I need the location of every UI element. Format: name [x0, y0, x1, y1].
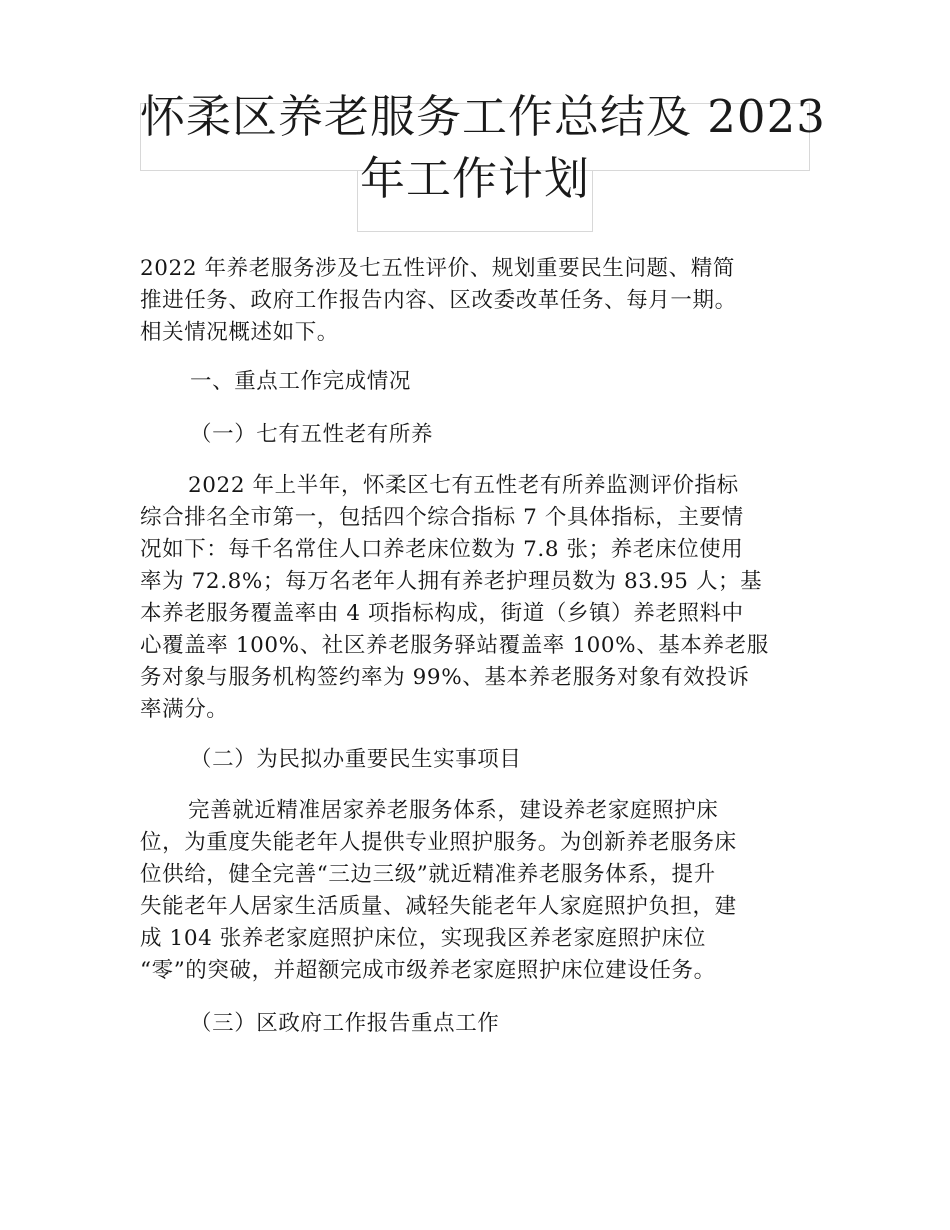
- subsection-heading-text: （三）区政府工作报告重点工作: [190, 1011, 500, 1036]
- body-line: 本养老服务覆盖率由 4 项指标构成，街道（乡镇）养老照料中: [140, 601, 744, 626]
- section-heading-text: 一、重点工作完成情况: [190, 369, 412, 394]
- document-title-line-2: 年工作计划: [359, 152, 590, 205]
- body-line: 位，为重度失能老年人提供专业照护服务。为创新养老服务床: [140, 830, 737, 855]
- subsection-2-body: [140, 795, 810, 987]
- title-guide-bottom: [357, 231, 593, 232]
- intro-line: 相关情况概述如下。: [140, 320, 339, 345]
- body-line: 位供给，健全完善“三边三级”就近精准养老服务体系，提升: [140, 862, 716, 887]
- body-line: 率为 72.8%；每万名老年人拥有养老护理员数为 83.95 人；基: [140, 569, 763, 594]
- body-line: 务对象与服务机构签约率为 99%、基本养老服务对象有效投诉: [140, 665, 750, 690]
- intro-paragraph: [140, 253, 810, 349]
- body-line: 成 104 张养老家庭照护床位，实现我区养老家庭照护床位: [140, 926, 707, 951]
- subsection-heading-1: [190, 419, 810, 451]
- subsection-heading-2: [190, 744, 810, 776]
- intro-line: 2022 年养老服务涉及七五性评价、规划重要民生问题、精简: [140, 256, 735, 281]
- body-line: “零”的突破，并超额完成市级养老家庭照护床位建设任务。: [140, 958, 716, 983]
- body-line: 2022 年上半年，怀柔区七有五性老有所养监测评价指标: [188, 473, 739, 498]
- subsection-heading-3: [190, 1008, 810, 1040]
- body-line: 失能老年人居家生活质量、减轻失能老年人家庭照护负担，建: [140, 894, 737, 919]
- body-line: 完善就近精准居家养老服务体系，建设养老家庭照护床: [188, 798, 719, 823]
- subsection-1-body: [140, 470, 810, 726]
- subsection-heading-text: （二）为民拟办重要民生实事项目: [190, 747, 522, 772]
- document-title-line-1: 怀柔区养老服务工作总结及 2023: [140, 90, 826, 143]
- subsection-heading-text: （一）七有五性老有所养: [190, 422, 434, 447]
- intro-line: 推进任务、政府工作报告内容、区改委改革任务、每月一期。: [140, 288, 737, 313]
- body-line: 率满分。: [140, 697, 229, 722]
- section-heading-1: [190, 366, 810, 398]
- body-line: 况如下：每千名常住人口养老床位数为 7.8 张；养老床位使用: [140, 537, 744, 562]
- body-line: 综合排名全市第一，包括四个综合指标 7 个具体指标，主要情: [140, 505, 744, 530]
- body-line: 心覆盖率 100%、社区养老服务驿站覆盖率 100%、基本养老服: [140, 633, 769, 658]
